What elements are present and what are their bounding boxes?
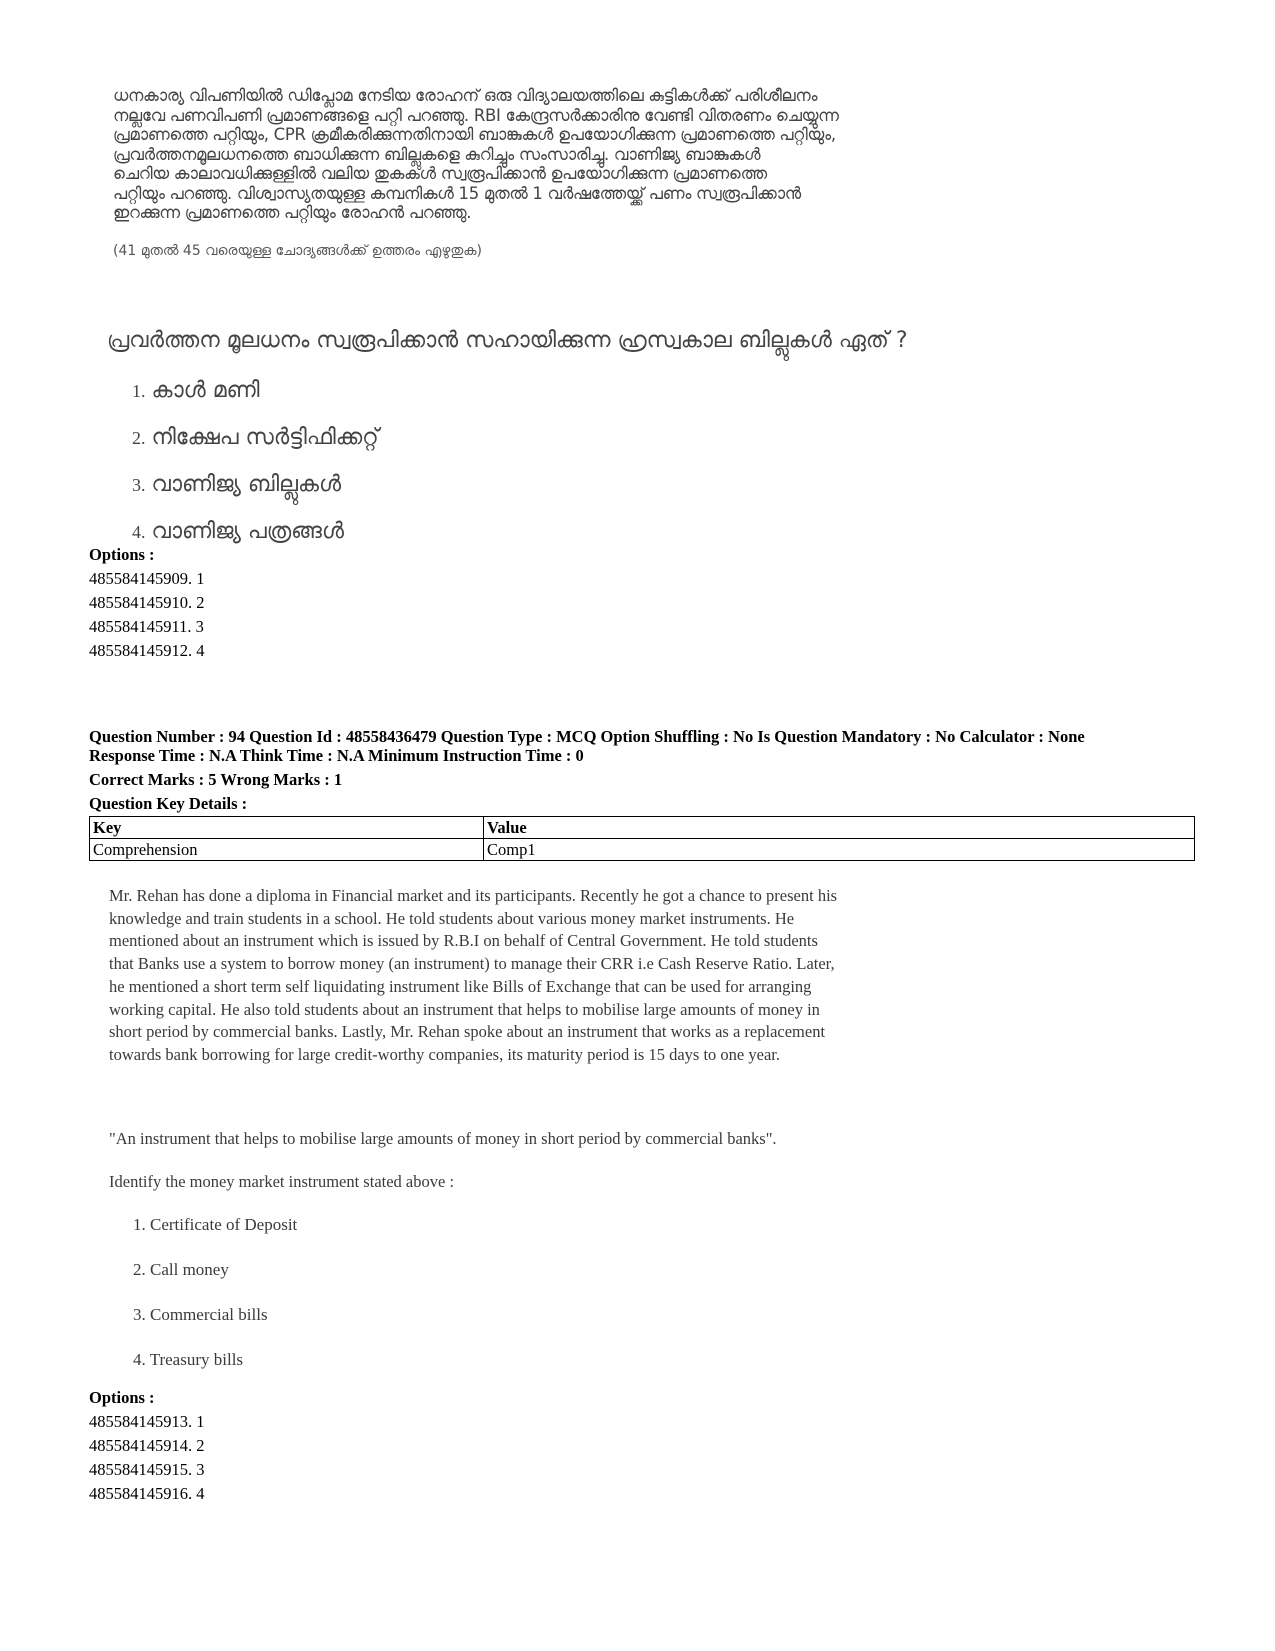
malayalam-option: 1. കാൾ മണി <box>132 378 260 403</box>
option-id: 485584145911. 3 <box>89 617 204 636</box>
english-options <box>133 1215 297 1395</box>
option-id: 485584145909. 1 <box>89 569 205 588</box>
english-option: 2. Call money <box>133 1260 229 1279</box>
malayalam-passage-line: ധനകാര്യ വിപണിയിൽ ഡിപ്ലോമ നേടിയ രോഹന് ഒരു വിദ്യാലയത്തിലെ കുട്ടികൾക്ക് പരിശീലനം <box>113 86 818 105</box>
malayalam-passage <box>113 86 993 223</box>
english-option: 4. Treasury bills <box>133 1350 244 1369</box>
question-marks: Correct Marks : 5 Wrong Marks : 1 <box>89 770 343 789</box>
english-option: 3. Commercial bills <box>133 1305 268 1324</box>
english-passage-line: short period by commercial banks. Lastly, Mr. Rehan spoke about an instrument that works as a replacement <box>109 1022 826 1042</box>
english-passage-line: towards bank borrowing for large credit-worthy companies, its maturity period is 15 days to one year. <box>109 1044 780 1064</box>
option-id: 485584145910. 2 <box>89 593 205 612</box>
options-block <box>89 543 205 663</box>
english-passage-line: knowledge and train students in a school. He told students about various money market instruments. He <box>109 908 795 928</box>
malayalam-passage-line: പറ്റിയും പറഞ്ഞു. വിശ്വാസ്യതയുള്ള കമ്പനികൾ 15 മുതൽ 1 വർഷത്തേയ്ക്ക് പണം സ്വരൂപിക്കാൻ <box>113 183 801 203</box>
table-header-row <box>90 817 1195 839</box>
malayalam-passage-line: നല്ലവേ പണവിപണി പ്രമാണങ്ങളെ പറ്റി പറഞ്ഞു. RBI കേന്ദ്രസർക്കാരിനു വേണ്ടി വിതരണം ചെയ്യുന്ന <box>113 105 839 125</box>
question-meta-line1: Question Number : 94 Question Id : 48558436479 Question Type : MCQ Option Shuffling : No Is Question Mandatory : No Calculator : None <box>89 727 1085 746</box>
table-cell: Comp1 <box>484 839 1195 861</box>
key-details-table <box>89 816 1195 861</box>
table-cell: Comprehension <box>90 839 484 861</box>
malayalam-options <box>132 378 379 566</box>
options-block <box>89 1386 205 1506</box>
table-header: Value <box>484 817 1195 839</box>
malayalam-option: 4. വാണിജ്യ പത്രങ്ങൾ <box>132 519 344 544</box>
option-id: 485584145915. 3 <box>89 1460 205 1479</box>
option-id: 485584145913. 1 <box>89 1412 205 1431</box>
malayalam-passage-line: ചെറിയ കാലാവധിക്കുള്ളിൽ വലിയ തുകകൾ സ്വരൂപിക്കാൻ ഉപയോഗിക്കുന്ന പ്രമാണത്തെ <box>113 164 767 183</box>
question-meta <box>89 727 1199 813</box>
english-question: Identify the money market instrument stated above : <box>109 1172 455 1191</box>
options-heading: Options : <box>89 545 155 564</box>
options-heading: Options : <box>89 1388 155 1407</box>
malayalam-option: 3. വാണിജ്യ ബില്ലുകൾ <box>132 472 342 497</box>
english-passage-line: working capital. He also told students about an instrument that helps to mobilise large amounts of money in <box>109 999 820 1019</box>
english-passage-line: he mentioned a short term self liquidating instrument like Bills of Exchange that can be used for arranging <box>109 976 812 996</box>
option-id: 485584145914. 2 <box>89 1436 205 1455</box>
table-row <box>90 839 1195 861</box>
option-id: 485584145912. 4 <box>89 641 205 660</box>
key-details-heading: Question Key Details : <box>89 794 248 813</box>
english-passage-line: that Banks use a system to borrow money (an instrument) to manage their CRR i.e Cash Reserve Ratio. Later, <box>109 954 835 974</box>
malayalam-passage-line: പ്രവർത്തനമൂലധനത്തെ ബാധിക്കുന്ന ബില്ലുകളെ കുറിച്ചും സംസാരിച്ചു. വാണിജ്യ ബാങ്കുകൾ <box>113 144 761 164</box>
malayalam-passage-line: ഇറക്കുന്ന പ്രമാണത്തെ പറ്റിയും രോഹൻ പറഞ്ഞു. <box>113 203 472 222</box>
english-passage <box>109 885 989 1067</box>
malayalam-question: പ്രവർത്തന മൂലധനം സ്വരൂപിക്കാൻ സഹായിക്കുന്ന ഹ്രസ്വകാല ബില്ലുകൾ ഏത് ? <box>107 328 908 353</box>
english-passage-line: Mr. Rehan has done a diploma in Financial market and its participants. Recently he got a chance to present his <box>109 886 838 905</box>
english-passage-line: mentioned about an instrument which is issued by R.B.I on behalf of Central Government. He told students <box>109 931 818 951</box>
english-option: 1. Certificate of Deposit <box>133 1215 298 1234</box>
english-quote: "An instrument that helps to mobilise large amounts of money in short period by commercial banks". <box>109 1129 777 1148</box>
option-id: 485584145916. 4 <box>89 1484 205 1503</box>
malayalam-option: 2. നിക്ഷേപ സർട്ടിഫിക്കറ്റ് <box>132 425 379 450</box>
malayalam-instruction: (41 മുതൽ 45 വരെയുള്ള ചോദ്യങ്ങൾക്ക് ഉത്തരം എഴുതുക) <box>113 243 483 259</box>
table-header: Key <box>90 817 484 839</box>
question-meta-line2: Response Time : N.A Think Time : N.A Minimum Instruction Time : 0 <box>89 746 584 765</box>
malayalam-passage-line: പ്രമാണത്തെ പറ്റിയും, CPR ക്രമീകരിക്കുന്നതിനായി ബാങ്കുകൾ ഉപയോഗിക്കുന്ന പ്രമാണത്തെ പറ്റിയും, <box>113 125 836 144</box>
